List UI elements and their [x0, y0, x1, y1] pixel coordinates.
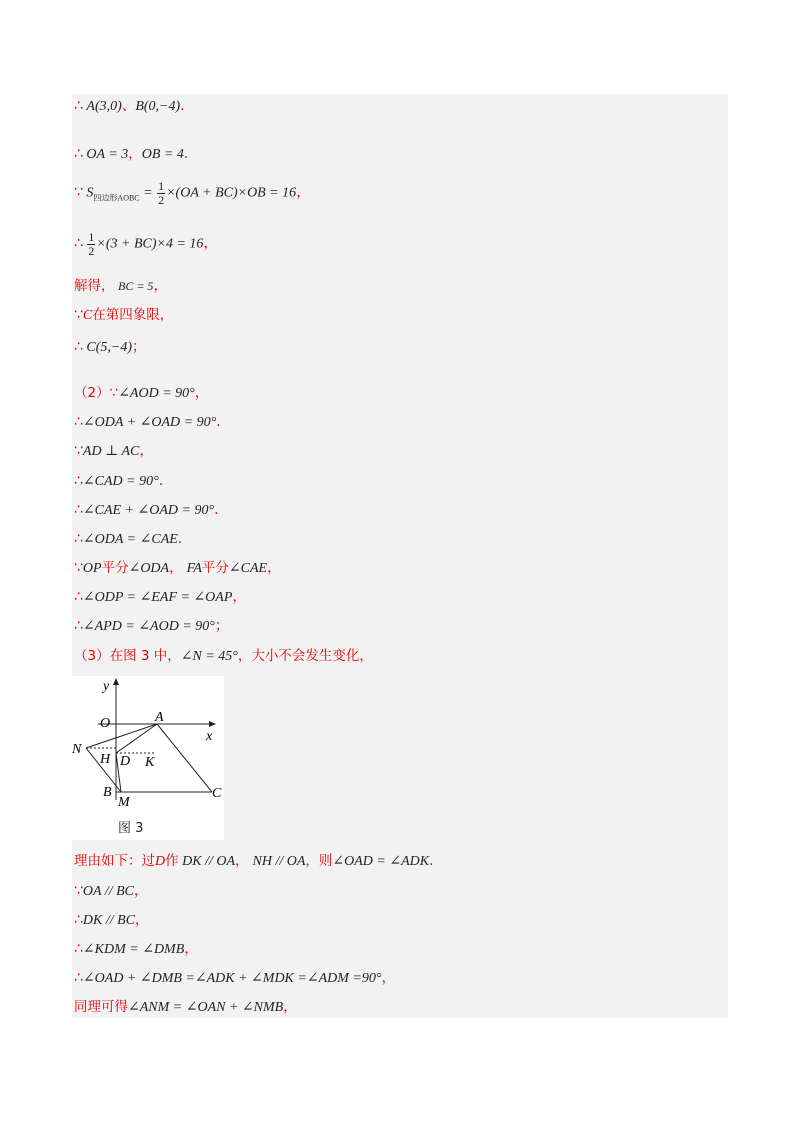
solution-line-14: ∵OP平分∠ODA， FA平分∠CAE， [74, 560, 282, 576]
label-m: M [118, 795, 130, 810]
label-n: N [72, 742, 82, 757]
x-axis-arrow-icon [209, 721, 216, 727]
geometry-diagram [72, 676, 224, 840]
solution-line-9: ∴∠ODA + ∠OAD = 90°. [74, 414, 221, 430]
solution-line-6: ∵C在第四象限， [74, 307, 174, 323]
label-c: C [212, 786, 222, 801]
figure-3 [72, 676, 224, 840]
segment-ac [157, 724, 212, 792]
solution-line-19: ∵OA // BC， [74, 883, 148, 899]
solution-line-20: ∴DK // BC， [74, 912, 150, 928]
fraction-one-half: $\frac{1}{2}$ [88, 230, 95, 258]
label-h: H [100, 752, 111, 767]
label-o: O [100, 716, 111, 731]
solution-line-13: ∴∠ODA = ∠CAE. [74, 531, 183, 547]
solution-line-5: 解得， BC = 5， [74, 278, 168, 294]
label-k: K [145, 755, 155, 770]
solution-line-18: 理由如下：过D作 DK // OA， NH // OA，则∠OAD = ∠ADK. [74, 853, 434, 869]
solution-line-15: ∴∠ODP = ∠EAF = ∠OAP， [74, 589, 247, 605]
solution-line-11: ∴∠CAD = 90°. [74, 473, 164, 489]
solution-line-10: ∵AD ⊥ AC， [74, 443, 154, 459]
solution-line-3: ∵ $S_{四边形AOBC}$ = $\frac{1}{2}$ ×(OA + BC)×OB = 16， [74, 179, 311, 207]
segment-ad [116, 724, 157, 753]
label-a: A [155, 710, 164, 725]
figure-caption: 图 3 [118, 821, 144, 836]
solution-line-22: ∴∠OAD + ∠DMB =∠ADK + ∠MDK =∠ADM =90°， [74, 970, 396, 986]
label-y: y [103, 679, 110, 694]
solution-line-7: ∴ C(5,−4)； [74, 339, 147, 355]
label-x: x [206, 729, 213, 744]
fraction-one-half: $\frac{1}{2}$ [158, 179, 165, 207]
label-d: D [120, 754, 131, 769]
solution-line-17: （3）在图 3 中，∠N = 45°，大小不会发生变化， [74, 648, 373, 664]
solution-line-1: ∴ A(3,0)、B(0,−4). [74, 98, 185, 114]
solution-line-21: ∴∠KDM = ∠DMB， [74, 941, 199, 957]
solution-line-2: ∴ OA = 3，OB = 4. [74, 146, 189, 162]
solution-line-16: ∴∠APD = ∠AOD = 90°； [74, 618, 229, 634]
solution-line-4: ∴ $\frac{1}{2}$ ×(3 + BC)×4 = 16， [74, 230, 218, 258]
segment-an [86, 724, 157, 748]
solution-line-23: 同理可得∠ANM = ∠OAN + ∠NMB， [74, 999, 298, 1015]
y-axis-arrow-icon [113, 678, 119, 685]
solution-line-12: ∴∠CAE + ∠OAD = 90°. [74, 502, 219, 518]
label-b: B [103, 785, 112, 800]
solution-line-8: （2）∵∠AOD = 90°， [74, 385, 209, 401]
